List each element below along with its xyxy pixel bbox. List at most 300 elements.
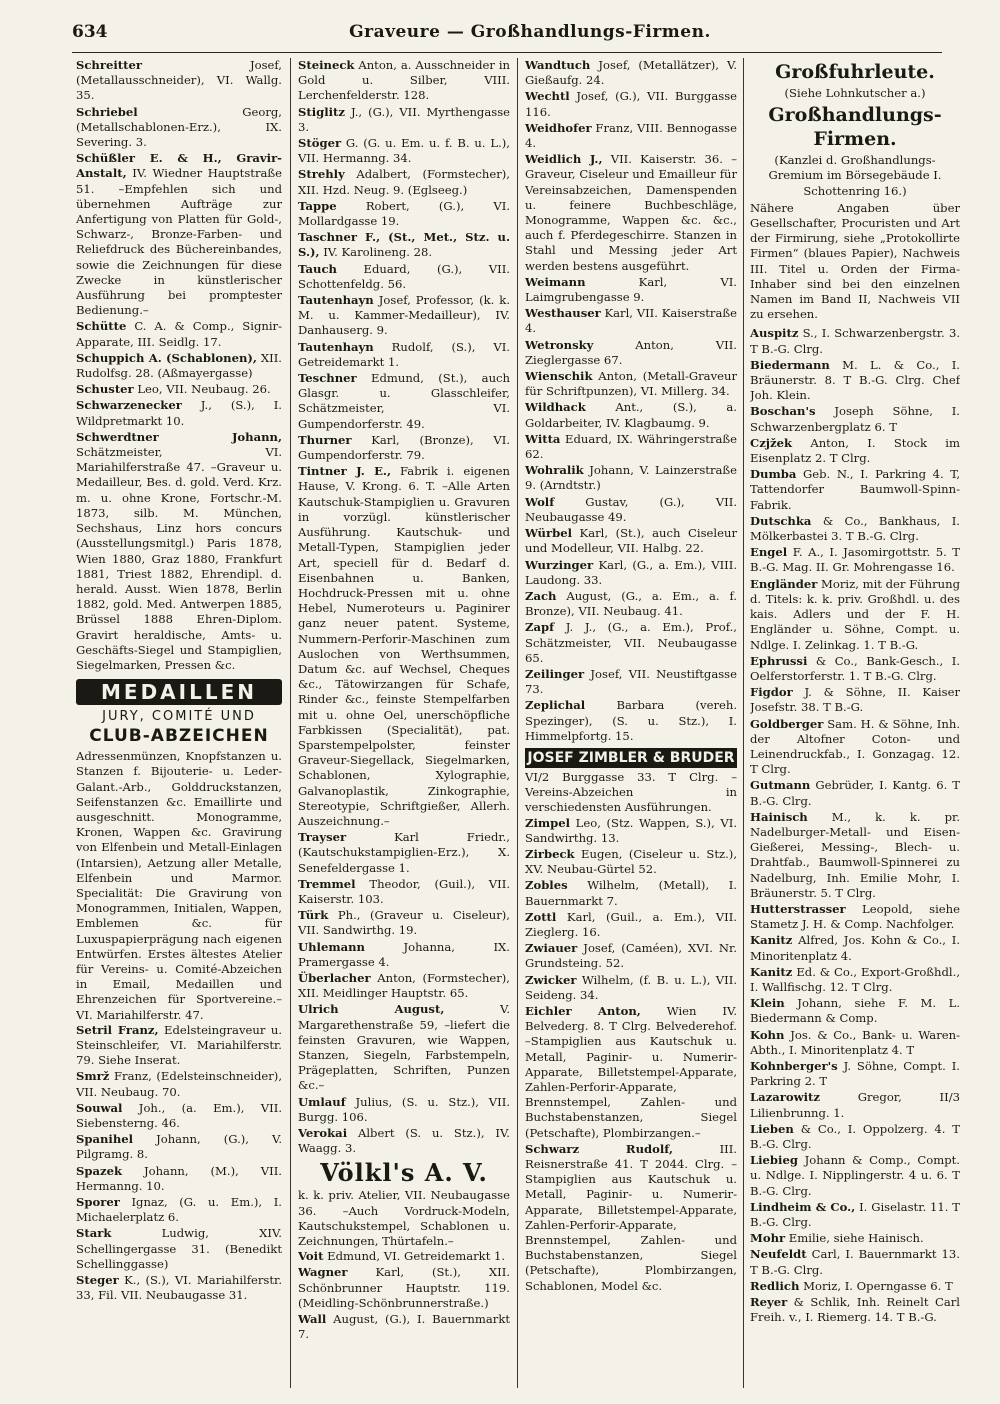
directory-entry bbox=[525, 400, 737, 430]
entry-text: Edelsteingraveur u. Steinschleifer, VI. Mariahilferstr. 79. Siehe Inserat. bbox=[76, 1022, 282, 1068]
directory-entry bbox=[298, 908, 510, 938]
entry-text: Joseph Söhne, I. Schwarzenbergplatz 6. T bbox=[750, 404, 960, 434]
directory-entry bbox=[298, 199, 510, 229]
entry-text: Jos. & Co., Bank- u. Waren-Abth., I. Minoritenplatz 4. T bbox=[750, 1027, 960, 1057]
entry-name: Verokai bbox=[298, 1126, 348, 1141]
directory-entry bbox=[76, 58, 282, 104]
entry-name: Wolf bbox=[525, 494, 555, 509]
directory-entry bbox=[298, 340, 510, 370]
entry-name: Thurner bbox=[298, 432, 352, 447]
entry-text: & Schlik, Inh. Reinelt Carl Freih. v., I. Riemerg. 14. T B.-G. bbox=[750, 1295, 960, 1325]
entry-name: Taschner F., (St., Met., Stz. u. S.), bbox=[298, 230, 510, 260]
entry-name: Tremmel bbox=[298, 876, 356, 891]
directory-entry bbox=[525, 432, 737, 462]
entry-name: Westhauser bbox=[525, 306, 601, 321]
directory-entry bbox=[525, 338, 737, 368]
entry-name: Sporer bbox=[76, 1195, 120, 1210]
entry-name: Zeilinger bbox=[525, 666, 585, 681]
entry-text: Rudolf, (S.), VI. Getreidemarkt 1. bbox=[298, 339, 510, 369]
entry-name: Steineck bbox=[298, 58, 355, 72]
entry-name: Uhlemann bbox=[298, 939, 365, 954]
entry-text: III. Reisnerstraße 41. T 2044. Clrg. –Stampiglien aus Kautschuk u. Metall, Paginir- u. Numerir-Apparate, Billetstempel-Apparate, Zahlen-Perforir-Apparate, Brennstempel, Zahlen- und Buchstabenstanzen, Siegel (Petschafte), Plombirzangen, Schablonen, Model &c. bbox=[525, 1141, 737, 1293]
entry-name: Reyer bbox=[750, 1295, 788, 1310]
directory-entry bbox=[76, 1069, 282, 1099]
directory-entry bbox=[76, 105, 282, 151]
entry-name: Boschan's bbox=[750, 404, 816, 419]
entry-text: I. Giselastr. 11. T B.-G. Clrg. bbox=[750, 1199, 960, 1230]
entry-text: Franz, VIII. Bennogasse 4. bbox=[525, 120, 737, 151]
entry-name: Schütte bbox=[76, 319, 127, 334]
directory-entry bbox=[525, 847, 737, 877]
directory-entry bbox=[76, 1101, 282, 1131]
entry-text: Gregor, II/3 Lilienbrunng. 1. bbox=[750, 1090, 960, 1120]
page-number: 634 bbox=[72, 22, 108, 42]
directory-entry bbox=[750, 577, 960, 653]
directory-entry bbox=[525, 558, 737, 588]
entry-list-1 bbox=[298, 58, 510, 1156]
entry-name: Schüßler E. & H., Gravir-Anstalt, bbox=[76, 151, 282, 181]
entry-text: Edmund, VI. Getreidemarkt 1. bbox=[327, 1249, 506, 1264]
entry-name: Engländer bbox=[750, 576, 818, 591]
entry-text: Anton, VII. Zieglergasse 67. bbox=[525, 337, 737, 367]
entry-name: Auspitz bbox=[750, 326, 799, 341]
entry-list-2 bbox=[298, 1249, 510, 1342]
entry-text: VII. Kaiserstr. 36. –Graveur, Ciseleur und Emailleur für Vereinsabzeichen, Damenspenden u. feinere Buchbeschläge, Monogramme, Wappen &c. &c., auch f. Pferdegeschirre. Stanzen in Stahl und Messing jeder Art werden bestens ausgeführt. bbox=[525, 152, 737, 273]
directory-entry bbox=[76, 398, 282, 428]
directory-entry bbox=[298, 1095, 510, 1125]
entry-name: Wandtuch bbox=[525, 58, 591, 72]
entry-name: Figdor bbox=[750, 685, 793, 700]
directory-entry bbox=[298, 1265, 510, 1311]
entry-name: Dumba bbox=[750, 467, 797, 482]
header-rule bbox=[72, 52, 942, 53]
entry-name: Mohr bbox=[750, 1231, 786, 1246]
directory-entry bbox=[298, 433, 510, 463]
ad-title: JOSEF ZIMBLER & BRUDER bbox=[525, 748, 737, 768]
entry-name: Ulrich August, bbox=[298, 1002, 445, 1017]
ad-text: k. k. priv. Atelier, VII. Neubaugasse 36. –Auch Vordruck-Modeln, Kautschukstempel, Schablonen u. Zeichnungen, Thürtafeln.– bbox=[298, 1188, 510, 1249]
entry-name: Umlauf bbox=[298, 1094, 346, 1109]
entry-text: Eduard, (G.), VII. Schottenfeldg. 56. bbox=[298, 261, 510, 291]
entry-text: Georg, (Metallschablonen-Erz.), IX. Severing. 3. bbox=[76, 104, 282, 150]
directory-entry bbox=[525, 526, 737, 556]
directory-entry bbox=[750, 326, 960, 356]
entry-text: Geb. N., I. Parkring 4. T, Tattendorfer Baumwoll-Spinn-Fabrik. bbox=[750, 467, 960, 512]
directory-entry bbox=[750, 1279, 960, 1294]
entry-text: C. A. & Comp., Signir-Apparate, III. Seidlg. 17. bbox=[76, 319, 282, 349]
entry-name: Eichler Anton, bbox=[525, 1003, 641, 1018]
directory-entry bbox=[76, 319, 282, 349]
entry-name: Stark bbox=[76, 1226, 112, 1241]
entry-text: Theodor, (Guil.), VII. Kaiserstr. 103. bbox=[298, 876, 510, 906]
directory-entry bbox=[750, 654, 960, 684]
entry-name: Wetronsky bbox=[525, 337, 594, 352]
directory-entry bbox=[750, 545, 960, 575]
entry-name: Witta bbox=[525, 431, 561, 446]
entry-text: Alfred, Jos. Kohn & Co., I. Minoritenplatz 4. bbox=[750, 933, 960, 963]
entry-text: Eduard, IX. Währingerstraße 62. bbox=[525, 431, 737, 462]
directory-entry bbox=[750, 1153, 960, 1199]
directory-entry bbox=[76, 1023, 282, 1069]
directory-entry bbox=[525, 152, 737, 274]
entry-name: Voit bbox=[298, 1249, 324, 1264]
entry-text: Barbara (vereh. Spezinger), (S. u. Stz.), I. Himmelpfortg. 15. bbox=[525, 698, 737, 743]
entry-name: Lieben bbox=[750, 1121, 794, 1136]
directory-entry bbox=[76, 351, 282, 381]
entry-name: Stöger bbox=[298, 136, 342, 151]
entry-name: Zirbeck bbox=[525, 846, 575, 861]
entry-text: Karl, (St.), XII. Schönbrunner Hauptstr. 119. (Meidling-Schönbrunnerstraße.) bbox=[298, 1265, 510, 1310]
entry-list bbox=[750, 326, 960, 1325]
column-3 bbox=[525, 58, 737, 1388]
directory-entry bbox=[750, 1200, 960, 1230]
entry-name: Zwicker bbox=[525, 972, 577, 987]
entry-text: Leo, VII. Neubaug. 26. bbox=[137, 382, 271, 397]
ad-text: VI/2 Burggasse 33. T Clrg. –Vereins-Abzeichen in verschiedensten Ausführungen. bbox=[525, 769, 737, 815]
entry-name: Zwiauer bbox=[525, 941, 578, 956]
directory-entry bbox=[525, 275, 737, 305]
entry-name: Wohralik bbox=[525, 463, 584, 478]
entry-text: Wilhelm, (f. B. u. L.), VII. Seideng. 34. bbox=[525, 972, 737, 1002]
entry-name: Czjžek bbox=[750, 435, 792, 450]
directory-entry bbox=[750, 965, 960, 995]
directory-entry bbox=[298, 1249, 510, 1264]
entry-text: & Co., Bankhaus, I. Mölkerbastei 3. T B.-G. Clrg. bbox=[750, 513, 960, 544]
directory-entry bbox=[750, 902, 960, 932]
directory-entry bbox=[750, 358, 960, 404]
entry-text: Anton, (Metall-Graveur für Schriftpunzen), VI. Millerg. 34. bbox=[525, 369, 737, 399]
column-divider bbox=[290, 58, 291, 1388]
column-4 bbox=[750, 58, 960, 1388]
entry-text: Albert (S. u. Stz.), IV. Waagg. 3. bbox=[298, 1126, 510, 1156]
entry-name: Setril Franz, bbox=[76, 1022, 159, 1037]
entry-text: Ludwig, XIV. Schellingergasse 31. (Benedikt Schellinggasse) bbox=[76, 1226, 282, 1271]
running-title: Graveure — Großhandlungs-Firmen. bbox=[349, 22, 711, 42]
directory-entry bbox=[76, 1273, 282, 1303]
entry-text: V. Margarethenstraße 59, –liefert die feinsten Gravuren, wie Wappen, Stanzen, Siegeln, Farbstempeln, Prägeplatten, Schriften, Punzen &c.– bbox=[298, 1002, 510, 1093]
entry-text: Karl Friedr., (Kautschukstampiglien-Erz.), X. Senefeldergasse 1. bbox=[298, 830, 510, 875]
entry-text: Johann & Comp., Compt. u. Ndlge. I. Nipplingerstr. 4 u. 6. T B.-G. Clrg. bbox=[750, 1153, 960, 1198]
entry-text: F. A., I. Jasomirgottstr. 5. T B.-G. Mag. II. Gr. Mohrengasse 16. bbox=[750, 545, 960, 575]
entry-name: Strehly bbox=[298, 167, 345, 182]
ad-title: CLUB-ABZEICHEN bbox=[89, 726, 269, 747]
entry-name: Schuppich A. (Schablonen), bbox=[76, 350, 257, 365]
entry-name: Neufeldt bbox=[750, 1247, 807, 1262]
entry-text: Karl, VI. Laimgrubengasse 9. bbox=[525, 274, 737, 305]
entry-name: Kohnberger's bbox=[750, 1058, 838, 1073]
entry-name: Lindheim & Co., bbox=[750, 1199, 856, 1214]
directory-entry bbox=[76, 430, 282, 673]
directory-entry bbox=[298, 262, 510, 292]
ad-subtitle: JURY, COMITÉ UND bbox=[102, 709, 256, 725]
directory-entry bbox=[750, 1090, 960, 1120]
entry-text: XII. Rudolfsg. 28. (Aßmayergasse) bbox=[76, 350, 282, 381]
entry-text: Josef, (Caméen), XVI. Nr. Grundsteing. 52. bbox=[525, 941, 737, 971]
entry-name: Spazek bbox=[76, 1163, 122, 1178]
entry-list-2 bbox=[76, 1023, 282, 1304]
directory-entry bbox=[525, 816, 737, 846]
entry-text: Josef, (Metallausschneider), VI. Wallg. 35. bbox=[76, 58, 282, 103]
entry-name: Teschner bbox=[298, 371, 357, 386]
directory-entry bbox=[298, 1002, 510, 1093]
entry-text: Moriz, I. Operngasse 6. T bbox=[803, 1278, 953, 1293]
directory-entry bbox=[298, 1312, 510, 1342]
entry-name: Schuster bbox=[76, 382, 134, 397]
section-note: (Kanzlei d. Großhandlungs-Gremium im Börsegebäude I. Schottenring 16.) bbox=[768, 153, 942, 198]
entry-text: Julius, (S. u. Stz.), VII. Burgg. 106. bbox=[298, 1094, 510, 1124]
directory-entry bbox=[298, 971, 510, 1001]
directory-entry bbox=[76, 1226, 282, 1272]
entry-text: & Co., I. Oppolzerg. 4. T B.-G. Clrg. bbox=[750, 1121, 960, 1151]
entry-name: Schriebel bbox=[76, 104, 138, 119]
directory-entry bbox=[525, 495, 737, 525]
entry-name: Hainisch bbox=[750, 809, 808, 824]
entry-text: S., I. Schwarzenbergstr. 3. T B.-G. Clrg. bbox=[750, 326, 960, 356]
entry-text: & Co., Bank-Gesch., I. Oelferstorferstr. 1. T B.-G. Clrg. bbox=[750, 653, 960, 683]
entry-name: Tautenhayn bbox=[298, 339, 374, 354]
entry-text: J., (G.), VII. Myrthengasse 3. bbox=[298, 104, 510, 134]
entry-name: Redlich bbox=[750, 1278, 800, 1293]
entry-text: G. (G. u. Em. u. f. B. u. L.), VII. Hermanng. 34. bbox=[298, 136, 510, 166]
directory-entry bbox=[298, 293, 510, 339]
entry-name: Klein bbox=[750, 996, 785, 1011]
entry-name: Wienschik bbox=[525, 369, 593, 384]
entry-text: Ant., (S.), a. Goldarbeiter, IV. Klagbaumg. 9. bbox=[525, 400, 737, 430]
entry-text: Franz, (Edelsteinschneider), VII. Neubaug. 70. bbox=[76, 1069, 282, 1099]
column-divider bbox=[517, 58, 518, 1388]
entry-name: Zapf bbox=[525, 620, 555, 635]
entry-text: Josef, (G.), VII. Burggasse 116. bbox=[525, 89, 737, 119]
ad-title: Völkl's A. V. bbox=[320, 1158, 488, 1188]
entry-name: Kanitz bbox=[750, 933, 793, 948]
directory-entry bbox=[750, 1247, 960, 1277]
entry-text: Fabrik i. eigenen Hause, V. Krong. 6. T. –Alle Arten Kautschuk-Stampiglien u. Gravuren in vorzügl. künstlerischer Ausführung. Kautschuk- und Metall-Typen, Stampiglien jeder Art, speciell für d. Bedarf d. Eisenbahnen u. Banken, Hochdruck-Pressen mit u. ohne Hebel, Numeroteurs u. Paginirer ganz neuer patent. Systeme, Nummern-Perforir-Maschinen zum Auslochen von Werthsummen, Datum &c. auf Wechsel, Cheques &c., Tätowirzangen für Schafe, Rinder &c., feinste Stempelfarben mit u. ohne Oel, unerschöpfliche Farbkissen (Specialität), pat. Sparstempelpolster, feinster Graveur-Siegellack, Siegelmarken, Schablonen, Xylographie, Galvanoplastik, Zinkographie, Stereotypie, Schriftgießer, Allerh. Auszeichnung.– bbox=[298, 464, 510, 828]
entry-text: Joh., (a. Em.), VII. Siebensterng. 46. bbox=[76, 1100, 282, 1130]
entry-name: Weidlich J., bbox=[525, 152, 603, 167]
directory-entry bbox=[750, 933, 960, 963]
directory-entry bbox=[525, 1004, 737, 1141]
entry-name: Wagner bbox=[298, 1265, 348, 1280]
directory-entry bbox=[525, 973, 737, 1003]
directory-entry bbox=[750, 514, 960, 544]
entry-name: Kohn bbox=[750, 1027, 785, 1042]
entry-text: Sam. H. & Söhne, Inh. der Altofner Coton- und Leinendruckfab., I. Gonzagag. 12. T Clrg. bbox=[750, 716, 960, 777]
directory-entry bbox=[750, 1122, 960, 1152]
entry-list-2 bbox=[525, 816, 737, 1294]
entry-name: Liebieg bbox=[750, 1153, 798, 1168]
directory-entry bbox=[525, 667, 737, 697]
entry-name: Steger bbox=[76, 1273, 119, 1288]
medaillen-ad bbox=[76, 679, 282, 1023]
entry-text: Leopold, siehe Stametz J. H. & Comp. Nachfolger. bbox=[750, 901, 960, 932]
entry-text: M., k. k. pr. Nadelburger-Metall- und Eisen-Gießerei, Messing-, Blech- u. Drahtfab., Baumwoll-Spinnerei zu Nadelburg, Inh. Emilie Mohr, I. Bräunerstr. 5. T Clrg. bbox=[750, 809, 960, 900]
entry-name: Wildhack bbox=[525, 400, 586, 415]
entry-text: Karl, (Guil., a. Em.), VII. Zieglerg. 16. bbox=[525, 909, 737, 939]
entry-name: Schwarzenecker bbox=[76, 398, 182, 413]
directory-entry bbox=[525, 878, 737, 908]
column-divider bbox=[743, 58, 744, 1388]
entry-text: Leo, (Stz. Wappen, S.), VI. Sandwirthg. 13. bbox=[525, 815, 737, 845]
entry-text: M. L. & Co., I. Bräunerstr. 8. T B.-G. Clrg. Chef Joh. Klein. bbox=[750, 357, 960, 403]
ad-text: Adressenmünzen, Knopfstanzen u. Stanzen f. Bijouterie- u. Leder-Galant.-Arb., Golddruckstanzen, Seifenstanzen &c. Emaillirte und ausgeschnitt. Monogramme, Kronen, Wappen &c. Gravirung von Elfenbein und Metall-Einlagen (Intarsien), Aetzung aller Metalle, Elfenbein und Marmor. Specialität: Die Gravirung von Monogrammen, Initialen, Wappen, Emblemen &c. für Luxuspapierprägung nach eigenen Entwürfen. Erstes ältestes Atelier für Vereins- u. Comité-Abzeichen in Email, Medaillen und Ehrenzeichen für Sportvereine.– VI. Mariahilferstr. 47. bbox=[76, 749, 282, 1022]
entry-name: Stiglitz bbox=[298, 104, 345, 119]
entry-name: Zach bbox=[525, 588, 557, 603]
entry-name: Würbel bbox=[525, 526, 572, 541]
entry-list-1 bbox=[525, 58, 737, 744]
directory-entry bbox=[298, 371, 510, 432]
directory-entry bbox=[750, 467, 960, 513]
directory-entry bbox=[750, 1295, 960, 1325]
entry-text: Robert, (G.), VI. Mollardgasse 19. bbox=[298, 198, 510, 229]
entry-name: Türk bbox=[298, 908, 329, 923]
entry-text: Anton, a. Ausschneider in Gold u. Silber, VIII. Lerchenfelderstr. 128. bbox=[298, 58, 510, 103]
directory-entry bbox=[298, 940, 510, 970]
entry-text: August, (G.), I. Bauernmarkt 7. bbox=[298, 1312, 510, 1342]
entry-list-1 bbox=[76, 58, 282, 673]
directory-entry bbox=[76, 1164, 282, 1194]
directory-entry bbox=[750, 436, 960, 466]
directory-entry bbox=[750, 404, 960, 434]
entry-text: IV. Wiedner Hauptstraße 51. –Empfehlen sich und übernehmen Aufträge zur Anfertigung von Platten für Gold-, Schwarz-, Bronze-Farben- und Reliefdruck des Büchereinbandes, sowie die Zeichnungen für diese Zwecke in künstlerischer Ausführung bei promptester Bedienung.– bbox=[76, 166, 282, 318]
directory-entry bbox=[525, 910, 737, 940]
column-1 bbox=[76, 58, 282, 1388]
entry-text: Josef, (Metallätzer), V. Gießaufg. 24. bbox=[525, 58, 737, 88]
entry-name: Weidhofer bbox=[525, 120, 592, 135]
directory-entry bbox=[750, 1028, 960, 1058]
entry-text: Eugen, (Ciseleur u. Stz.), XV. Neubau-Gürtel 52. bbox=[525, 846, 737, 877]
entry-text: IV. Karolineng. 28. bbox=[323, 245, 433, 260]
entry-text: Johann, V. Lainzerstraße 9. (Arndtstr.) bbox=[525, 463, 737, 493]
directory-entry bbox=[298, 464, 510, 829]
entry-name: Tautenhayn bbox=[298, 293, 374, 308]
entry-text: Ed. & Co., Export-Großhdl., I. Wallfischg. 12. T Clrg. bbox=[750, 964, 960, 994]
entry-name: Engel bbox=[750, 545, 788, 560]
entry-name: Biedermann bbox=[750, 357, 830, 372]
directory-entry bbox=[525, 89, 737, 119]
entry-text: Johann, (M.), VII. Hermanng. 10. bbox=[76, 1163, 282, 1193]
entry-name: Souwal bbox=[76, 1100, 123, 1115]
entry-name: Trayser bbox=[298, 830, 347, 845]
entry-text: Moriz, mit der Führung d. Titels: k. k. priv. Großhdl. u. des kais. Adlers und der F. H. Engländer u. Söhne, Compt. u. Ndlge. I. Zelinkag. 1. T B.-G. bbox=[750, 576, 960, 652]
entry-text: Josef, Professor, (k. k. M. u. Kammer-Medailleur), IV. Danhauserg. 9. bbox=[298, 293, 510, 338]
directory-entry bbox=[750, 1231, 960, 1246]
entry-text: Wilhelm, (Metall), I. Bauernmarkt 7. bbox=[525, 878, 737, 908]
directory-entry bbox=[298, 1126, 510, 1156]
entry-text: Johann, siehe F. M. L. Biedermann & Comp. bbox=[750, 996, 960, 1026]
directory-entry bbox=[298, 877, 510, 907]
directory-entry bbox=[298, 167, 510, 197]
directory-entry bbox=[750, 810, 960, 901]
directory-entry bbox=[525, 463, 737, 493]
entry-name: Schwerdtner Johann, bbox=[76, 429, 282, 444]
entry-text: J. J., (G., a. Em.), Prof., Schätzmeister, VII. Neubaugasse 65. bbox=[525, 620, 737, 665]
entry-text: Edmund, (St.), auch Glasgr. u. Glasschleifer, Schätzmeister, VI. Gumpendorferstr. 49. bbox=[298, 371, 510, 431]
directory-entry bbox=[525, 58, 737, 88]
entry-name: Tintner J. E., bbox=[298, 464, 392, 479]
directory-entry bbox=[298, 58, 510, 104]
section-intro: Nähere Angaben über Gesellschafter, Procuristen und Art der Firmirung, siehe „Protokollirte Firmen“ (blaues Papier), Nachweis III. Titel u. Orden der Firma-Inhaber sind bei den einzelnen Namen im Band II, Nachweis VII zu ersehen. bbox=[750, 200, 960, 322]
entry-text: Anton, (Formstecher), XII. Meidlinger Hauptstr. 65. bbox=[298, 970, 510, 1001]
entry-name: Zimpel bbox=[525, 815, 571, 830]
entry-text: Karl, VII. Kaiserstraße 4. bbox=[525, 306, 737, 336]
entry-text: Karl, (St.), auch Ciseleur und Modelleur, VII. Halbg. 22. bbox=[525, 526, 737, 556]
entry-name: Tappe bbox=[298, 198, 337, 213]
section-title: Großfuhrleute. bbox=[775, 61, 935, 83]
entry-name: Spanihel bbox=[76, 1132, 134, 1147]
entry-text: Gustav, (G.), VII. Neubaugasse 49. bbox=[525, 494, 737, 524]
entry-name: Hutterstrasser bbox=[750, 901, 846, 916]
entry-text: Karl, (G., a. Em.), VIII. Laudong. 33. bbox=[525, 557, 737, 587]
section-note: (Siehe Lohnkutscher a.) bbox=[784, 86, 926, 100]
entry-name: Wechtl bbox=[525, 89, 570, 104]
directory-entry bbox=[298, 105, 510, 135]
entry-text: Adalbert, (Formstecher), XII. Hzd. Neug. 9. (Eglseeg.) bbox=[298, 167, 510, 197]
ad-banner: MEDAILLEN bbox=[76, 679, 282, 705]
directory-entry bbox=[750, 717, 960, 778]
directory-entry bbox=[76, 1132, 282, 1162]
entry-name: Schwarz Rudolf, bbox=[525, 1141, 674, 1156]
directory-entry bbox=[750, 685, 960, 715]
entry-text: Schätzmeister, VI. Mariahilferstraße 47. –Graveur u. Medailleur, Bes. d. gold. Verd. Krz. m. u. ohne Krone, Fortschr.-M. 1873, silb. M. München, Sechshaus, Linz hors concurs (Ausstellungsmitgl.) Paris 1878, Wien 1880, Graz 1880, Frankfurt 1881, Triest 1882, Ehrendipl. d. herald. Ausst. Wien 1878, Berlin 1882, gold. Med. Antwerpen 1885, Brüssel 1888 Ehren-Diplom. Gravirt heraldische, Amts- u. Geschäfts-Siegel und Stampiglien, Siegelmarken, Pressen &c. bbox=[76, 445, 282, 672]
entry-text: K., (S.), VI. Mariahilferstr. 33, Fil. VII. Neubaugasse 31. bbox=[76, 1273, 282, 1303]
directory-entry bbox=[298, 136, 510, 166]
entry-text: Gebrüder, I. Kantg. 6. T B.-G. Clrg. bbox=[750, 778, 960, 808]
directory-entry bbox=[525, 620, 737, 666]
directory-entry bbox=[298, 830, 510, 876]
entry-name: Smrž bbox=[76, 1069, 110, 1084]
section-title: Großhandlungs-Firmen. bbox=[768, 104, 942, 151]
zimbler-ad bbox=[525, 748, 737, 816]
entry-text: August, (G., a. Em., a. f. Bronze), VII. Neubaug. 41. bbox=[525, 588, 737, 619]
entry-name: Wall bbox=[298, 1312, 327, 1327]
entry-name: Tauch bbox=[298, 261, 337, 276]
entry-text: Karl, (Bronze), VI. Gumpendorferstr. 79. bbox=[298, 432, 510, 463]
column-2 bbox=[298, 58, 510, 1388]
entry-text: J. & Söhne, II. Kaiser Josefstr. 38. T B.-G. bbox=[750, 685, 960, 715]
entry-name: Kanitz bbox=[750, 964, 793, 979]
entry-text: Wien IV. Belvederg. 8. T Clrg. Belvederehof. –Stampiglien aus Kautschuk u. Metall, Paginir- u. Numerir-Apparate, Billetstempel-Apparate, Zahlen-Perforir-Apparate, Brennstempel, Zahlen- und Buchstabenstanzen, Siegel (Petschafte), Plombirzangen.– bbox=[525, 1003, 737, 1140]
entry-text: Ignaz, (G. u. Em.), I. Michaelerplatz 6. bbox=[76, 1195, 282, 1225]
directory-entry bbox=[525, 306, 737, 336]
directory-entry bbox=[525, 941, 737, 971]
entry-name: Ephrussi bbox=[750, 653, 808, 668]
entry-name: Zeplichal bbox=[525, 698, 586, 713]
entry-text: Josef, VII. Neustiftgasse 73. bbox=[525, 666, 737, 697]
directory-entry bbox=[76, 1195, 282, 1225]
voelkl-ad bbox=[298, 1158, 510, 1249]
entry-name: Gutmann bbox=[750, 778, 811, 793]
entry-name: Schreitter bbox=[76, 58, 142, 72]
directory-entry bbox=[525, 1142, 737, 1294]
directory-entry bbox=[750, 778, 960, 808]
entry-text: Johann, (G.), V. Pilgramg. 8. bbox=[76, 1132, 282, 1162]
entry-text: Johanna, IX. Pramergasse 4. bbox=[298, 939, 510, 969]
entry-text: J., (S.), I. Wildpretmarkt 10. bbox=[76, 398, 282, 428]
entry-text: Emilie, siehe Hainisch. bbox=[788, 1231, 924, 1246]
entry-name: Zobles bbox=[525, 878, 568, 893]
directory-entry bbox=[525, 698, 737, 744]
entry-name: Zottl bbox=[525, 909, 557, 924]
entry-name: Weimann bbox=[525, 274, 586, 289]
directory-entry bbox=[750, 1059, 960, 1089]
entry-name: Überlacher bbox=[298, 970, 371, 985]
directory-entry bbox=[76, 151, 282, 318]
directory-entry bbox=[525, 589, 737, 619]
entry-text: Anton, I. Stock im Eisenplatz 2. T Clrg. bbox=[750, 435, 960, 466]
directory-entry bbox=[750, 996, 960, 1026]
directory-entry bbox=[76, 382, 282, 397]
entry-name: Lazarowitz bbox=[750, 1090, 820, 1105]
